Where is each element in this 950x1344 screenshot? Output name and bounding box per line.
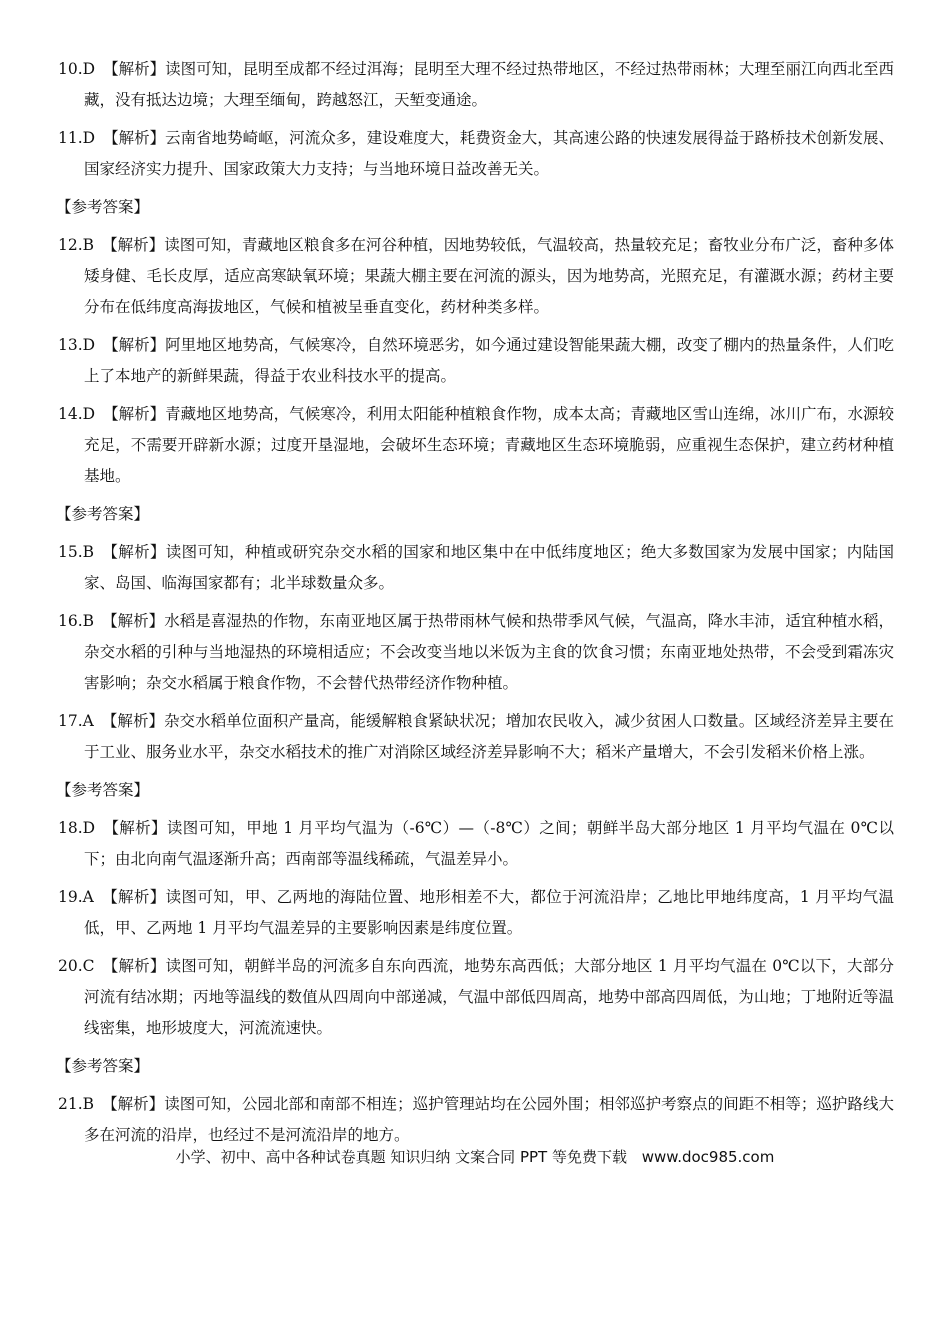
answer-list xyxy=(58,54,894,1158)
answer-explanation: 【解析】读图可知，公园北部和南部不相连；巡护管理站均在公园外围；相邻巡护考察点的间距不相等；巡护路线大多在河流的沿岸，也经过不是河流沿岸的地方。 xyxy=(84,1095,894,1144)
answer-explanation: 【解析】水稻是喜湿热的作物，东南亚地区属于热带雨林气候和热带季风气候，气温高，降水丰沛，适宜种植水稻，杂交水稻的引种与当地湿热的环境相适应；不会改变当地以米饭为主食的饮食习惯；东南亚地处热带，不会受到霜冻灾害影响；杂交水稻属于粮食作物，不会替代热带经济作物种植。 xyxy=(84,612,894,692)
section-heading: 【参考答案】 xyxy=(56,505,150,523)
section-heading: 【参考答案】 xyxy=(56,198,150,216)
answer-explanation: 【解析】读图可知，种植或研究杂交水稻的国家和地区集中在中低纬度地区；绝大多数国家为发展中国家；内陆国家、岛国、临海国家都有；北半球数量众多。 xyxy=(84,543,894,592)
answer-explanation: 【解析】云南省地势崎岖，河流众多，建设难度大，耗费资金大，其高速公路的快速发展得益于路桥技术创新发展、国家经济实力提升、国家政策大力支持；与当地环境日益改善无关。 xyxy=(84,129,894,178)
answer-number: 21.B xyxy=(58,1095,95,1113)
answer-explanation: 【解析】杂交水稻单位面积产量高，能缓解粮食紧缺状况；增加农民收入，减少贫困人口数量。区域经济差异主要在于工业、服务业水平，杂交水稻技术的推广对消除区域经济差异影响不大；稻米产量增大，不会引发稻米价格上涨。 xyxy=(84,712,894,761)
answer-item xyxy=(58,54,894,116)
answer-explanation: 【解析】阿里地区地势高，气候寒冷，自然环境恶劣，如今通过建设智能果蔬大棚，改变了棚内的热量条件，人们吃上了本地产的新鲜果蔬，得益于农业科技水平的提高。 xyxy=(84,336,894,385)
answer-number: 20.C xyxy=(58,957,95,975)
answer-item xyxy=(58,813,894,875)
answer-explanation: 【解析】读图可知，朝鲜半岛的河流多自东向西流，地势东高西低；大部分地区 1 月平均气温在 0℃以下，大部分河流有结冰期；丙地等温线的数值从四周向中部递减，气温中部低四周高，地势中部高四周低，为山地；丁地附近等温线密集，地形坡度大，河流流速快。 xyxy=(84,957,894,1037)
answer-item xyxy=(58,606,894,699)
answer-explanation: 【解析】读图可知，青藏地区粮食多在河谷种植，因地势较低，气温较高，热量较充足；畜牧业分布广泛，畜种多体矮身健、毛长皮厚，适应高寒缺氧环境；果蔬大棚主要在河流的源头，因为地势高，光照充足，有灌溉水源；药材主要分布在低纬度高海拔地区，气候和植被呈垂直变化，药材种类多样。 xyxy=(84,236,894,316)
footer-text: 小学、初中、高中各种试卷真题 知识归纳 文案合同 PPT 等免费下载 xyxy=(175,1148,627,1166)
answer-number: 12.B xyxy=(58,236,95,254)
answer-explanation: 【解析】青藏地区地势高，气候寒冷，利用太阳能种植粮食作物，成本太高；青藏地区雪山连绵，冰川广布，水源较充足，不需要开辟新水源；过度开垦湿地，会破坏生态环境；青藏地区生态环境脆弱，应重视生态保护，建立药材种植基地。 xyxy=(84,405,894,485)
footer-url[interactable]: www.doc985.com xyxy=(641,1148,775,1166)
section-heading: 【参考答案】 xyxy=(56,781,150,799)
answer-number: 15.B xyxy=(58,543,95,561)
answer-explanation: 【解析】读图可知，昆明至成都不经过洱海；昆明至大理不经过热带地区，不经过热带雨林；大理至丽江向西北至西藏，没有抵达边境；大理至缅甸，跨越怒江，天堑变通途。 xyxy=(84,60,894,109)
answer-number: 13.D xyxy=(58,336,96,354)
answer-item xyxy=(58,951,894,1044)
answer-number: 19.A xyxy=(58,888,94,906)
answer-item xyxy=(58,230,894,323)
answer-item xyxy=(58,1089,894,1151)
answer-item xyxy=(58,123,894,185)
answer-number: 17.A xyxy=(58,712,94,730)
answer-number: 14.D xyxy=(58,405,96,423)
answer-number: 10.D xyxy=(58,60,96,78)
answer-number: 16.B xyxy=(58,612,95,630)
answer-explanation: 【解析】读图可知，甲、乙两地的海陆位置、地形相差不大，都位于河流沿岸；乙地比甲地纬度高，1 月平均气温低，甲、乙两地 1 月平均气温差异的主要影响因素是纬度位置。 xyxy=(84,888,894,937)
section-heading: 【参考答案】 xyxy=(56,1057,150,1075)
answer-explanation: 【解析】读图可知，甲地 1 月平均气温为（-6℃）—（-8℃）之间；朝鲜半岛大部分地区 1 月平均气温在 0℃以下；由北向南气温逐渐升高；西南部等温线稀疏，气温差异小。 xyxy=(84,819,894,868)
answer-number: 11.D xyxy=(58,129,96,147)
page-footer xyxy=(0,1146,950,1167)
answer-item xyxy=(58,399,894,492)
answer-item xyxy=(58,706,894,768)
answer-item xyxy=(58,330,894,392)
answer-item xyxy=(58,537,894,599)
answer-number: 18.D xyxy=(58,819,96,837)
answer-item xyxy=(58,882,894,944)
